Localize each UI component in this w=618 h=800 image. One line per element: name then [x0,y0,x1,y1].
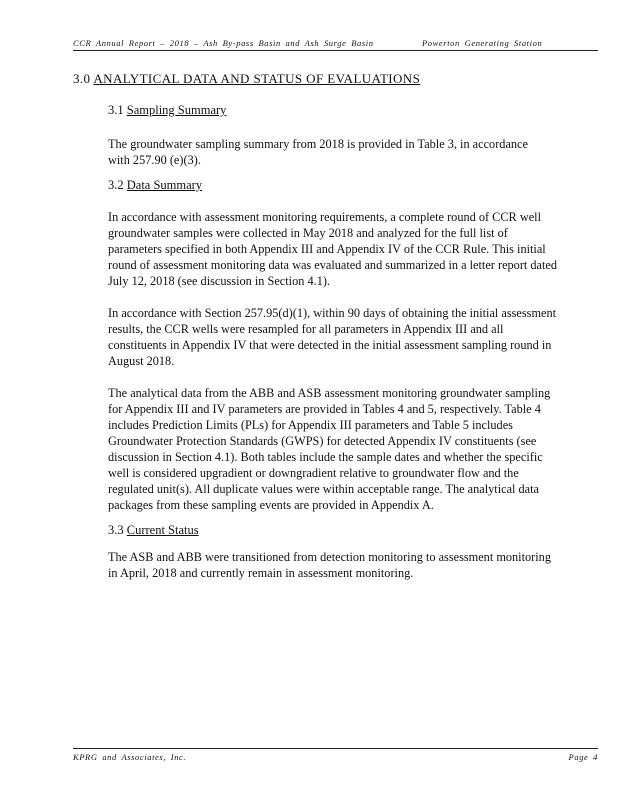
paragraph-data-summary-3 [108,385,608,513]
footer-divider [73,748,598,749]
text-line: packages from these sampling events are provided in Appendix A. [108,498,434,512]
section-heading [73,71,420,87]
text-line: The ASB and ABB were transitioned from detection monitoring to assessment monitoring [108,550,551,564]
text-line: discussion in Section 4.1). Both tables include the sample dates and whether the specific [108,450,543,464]
text-line: August 2018. [108,354,175,368]
paragraph-data-summary-1 [108,209,608,289]
text-line: The analytical data from the ABB and ASB assessment monitoring groundwater sampling [108,386,551,400]
subsection-title: Data Summary [126,178,203,192]
subsection-heading-data-summary [108,178,202,193]
subsection-title: Sampling Summary [126,103,227,117]
page-footer [73,752,598,766]
section-title: ANALYTICAL DATA AND STATUS OF EVALUATIONS [93,71,421,86]
paragraph-data-summary-2 [108,305,608,369]
header-report-title: CCR Annual Report – 2018 – Ash By-pass Basin and Ash Surge Basin [73,38,374,48]
text-line: includes Prediction Limits (PLs) for Appendix III parameters and Table 5 includes [108,418,513,432]
paragraph-sampling-summary [108,136,608,168]
subsection-heading-current-status [108,523,199,538]
header-divider [73,50,598,51]
text-line: round of assessment monitoring data was evaluated and summarized in a letter report dated [108,258,558,272]
text-line: July 12, 2018 (see discussion in Section 4.1). [108,274,331,288]
text-line: in April, 2018 and currently remain in assessment monitoring. [108,566,414,580]
subsection-number: 3.3 [108,523,124,537]
header-station-name: Powerton Generating Station [422,38,543,48]
subsection-title: Current Status [126,523,199,537]
subsection-number: 3.2 [108,178,124,192]
text-line: regulated unit(s). All duplicate values were within acceptable range. The analytical data [108,482,540,496]
subsection-heading-sampling-summary [108,103,226,118]
paragraph-current-status [108,549,608,581]
text-line: results, the CCR wells were resampled for all parameters in Appendix III and all [108,322,504,336]
text-line: In accordance with assessment monitoring requirements, a complete round of CCR well [108,210,542,224]
text-line: groundwater samples were collected in May 2018 and analyzed for the full list of [108,226,508,240]
section-number: 3.0 [73,71,91,86]
text-line: In accordance with Section 257.95(d)(1), within 90 days of obtaining the initial assessment [108,306,557,320]
footer-company-name: KPRG and Associates, Inc. [73,752,187,762]
text-line: The groundwater sampling summary from 2018 is provided in Table 3, in accordance [108,137,528,151]
page-header [73,36,598,50]
text-line: for Appendix III and IV parameters are provided in Tables 4 and 5, respectively. Table 4 [108,402,541,416]
text-line: constituents in Appendix IV that were detected in the initial assessment sampling round in [108,338,552,352]
text-line: with 257.90 (e)(3). [108,153,201,167]
text-line: well is considered upgradient or downgradient relative to groundwater flow and the [108,466,519,480]
text-line: Groundwater Protection Standards (GWPS) for detected Appendix IV constituents (see [108,434,537,448]
footer-page-number: Page 4 [568,752,598,762]
subsection-number: 3.1 [108,103,124,117]
text-line: parameters specified in both Appendix III and Appendix IV of the CCR Rule. This initial [108,242,546,256]
